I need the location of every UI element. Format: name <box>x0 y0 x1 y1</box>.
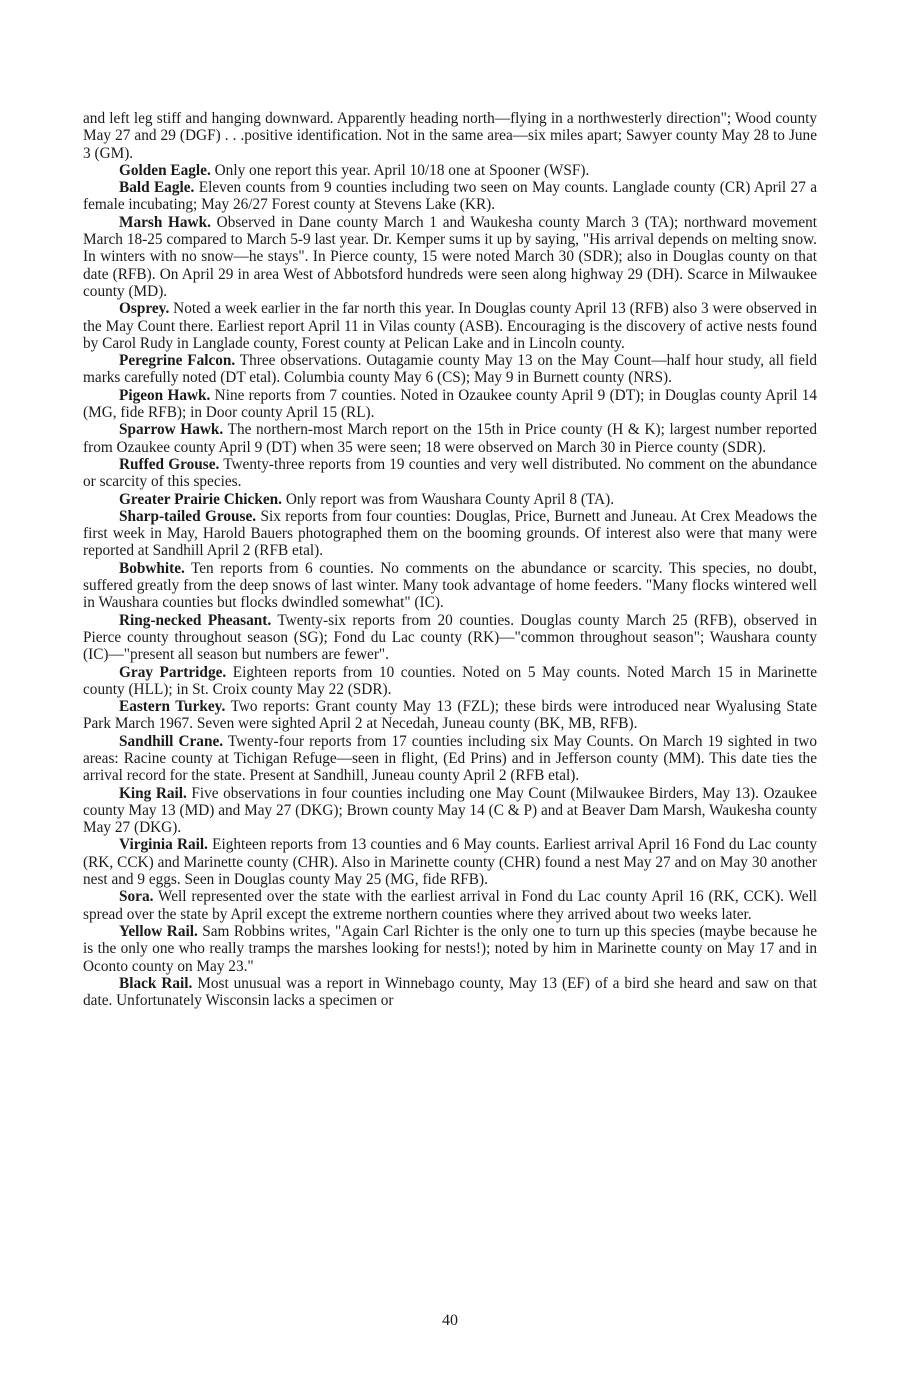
entry-ring-necked-pheasant <box>83 612 817 664</box>
entry-bobwhite <box>83 560 817 612</box>
entry-pigeon-hawk <box>83 387 817 422</box>
species-name: Sora. <box>119 888 154 906</box>
species-name: King Rail. <box>119 784 187 802</box>
species-name: Bald Eagle. <box>119 179 195 197</box>
entry-text: Twenty-three reports from 19 counties and very well distributed. No comment on the abundance or scarcity of this species. <box>83 455 817 491</box>
entry-text: Six reports from four counties: Douglas, Price, Burnett and Juneau. At Crex Meadows the first week in May, Harold Bauers photographed them on the booming grounds. Of interest also were that many were reported at Sandhill April 2 (RFB etal). <box>83 507 817 560</box>
article-body <box>83 110 817 1009</box>
entry-text: Eleven counts from 9 counties including two seen on May counts. Langlade county (CR) April 27 a female incubating; May 26/27 Forest county at Stevens Lake (KR). <box>83 179 817 214</box>
entry-golden-eagle <box>83 162 817 179</box>
entry-text: Only one report this year. April 10/18 one at Spooner (WSF). <box>214 161 590 179</box>
entry-yellow-rail <box>83 923 817 975</box>
entry-text: Five observations in four counties including one May Count (Milwaukee Birders, May 13). Ozaukee county May 13 (MD) and May 27 (DKG); Brown county May 14 (C & P) and at Beaver Dam Marsh, Waukesha county May 27 (DKG). <box>83 784 817 837</box>
species-name: Golden Eagle. <box>119 161 211 179</box>
entry-text: Two reports: Grant county May 13 (FZL); these birds were introduced near Wyalusing State Park March 1967. Seven were sighted April 2 at Necedah, Juneau county (BK, MB, RFB). <box>83 698 817 733</box>
entry-text: Most unusual was a report in Winnebago county, May 13 (EF) of a bird she heard and saw on that date. Unfortunately Wisconsin lacks a specimen or <box>83 974 817 1010</box>
entry-text: Eighteen reports from 10 counties. Noted on 5 May counts. Noted March 15 in Marinette county (HLL); in St. Croix county May 22 (SDR). <box>83 663 818 698</box>
entry-text: Noted a week earlier in the far north this year. In Douglas county April 13 (RFB) also 3 were observed in the May Count there. Earliest report April 11 in Vilas county (ASB). Encouraging is the discovery of active nests found by Carol Rudy in Langlade county, Forest county at Pelican Lake and in Lincoln county. <box>83 300 817 352</box>
entry-king-rail <box>83 785 817 837</box>
species-name: Black Rail. <box>119 974 193 992</box>
entry-greater-prairie-chicken <box>83 491 817 508</box>
species-name: Pigeon Hawk. <box>119 386 211 404</box>
entry-gray-partridge <box>83 664 817 699</box>
entry-text: Three observations. Outagamie county May 13 on the May Count—half hour study, all field marks carefully noted (DT etal). Columbia county May 6 (CS); May 9 in Burnett county (NRS). <box>83 352 817 387</box>
species-name: Ruffed Grouse. <box>119 455 220 473</box>
species-name: Ring-necked Pheasant. <box>119 611 272 629</box>
species-name: Gray Partridge. <box>119 663 227 681</box>
species-name: Sandhill Crane. <box>119 732 224 750</box>
entry-text: The northern-most March report on the 15th in Price county (H & K); largest number reported from Ozaukee county April 9 (DT) when 35 were seen; 18 were observed on March 30 in Pierce county (SDR). <box>83 421 817 456</box>
entry-sora <box>83 888 817 923</box>
species-name: Peregrine Falcon. <box>119 352 236 370</box>
entry-text: Only report was from Waushara County April 8 (TA). <box>285 490 615 508</box>
entry-text: Twenty-four reports from 17 counties including six May Counts. On March 19 sighted in two areas: Racine county at Tichigan Refuge—seen in flight, (Ed Prins) and in Jefferson county (MM). This date ties the arrival record for the state. Present at Sandhill, Juneau county April 2 (RFB etal). <box>83 732 817 785</box>
species-name: Greater Prairie Chicken. <box>119 490 282 508</box>
species-name: Bobwhite. <box>119 559 185 577</box>
entry-osprey <box>83 300 817 352</box>
species-name: Osprey. <box>119 300 170 318</box>
page-number: 40 <box>442 1312 458 1329</box>
species-name: Virginia Rail. <box>119 836 208 854</box>
entry-text: Observed in Dane county March 1 and Waukesha county March 3 (TA); northward movement March 18-25 compared to March 5-9 last year. Dr. Kemper sums it up by saying, "His arrival depends on melting snow. In winters with no snow—he stays". In Pierce county, 15 were noted March 30 (SDR); also in Douglas county on that date (RFB). On April 29 in area West of Abbotsford hundreds were seen along highway 29 (DH). Scarce in Milwaukee county (MD). <box>83 213 818 300</box>
entry-text: Well represented over the state with the earliest arrival in Fond du Lac county April 16 (RK, CCK). Well spread over the state by April except the extreme northern counties where they arrived about two weeks later. <box>83 888 817 923</box>
entry-bald-eagle <box>83 179 817 214</box>
entry-peregrine-falcon <box>83 352 817 387</box>
entry-text: Sam Robbins writes, "Again Carl Richter is the only one to turn up this species (maybe because he is the only one who really tramps the marshes looking for nests!); noted by him in Marinette county on May 17 and in Oconto county on May 23." <box>83 922 817 975</box>
entry-sparrow-hawk <box>83 421 817 456</box>
species-name: Eastern Turkey. <box>119 698 226 716</box>
entry-text: Eighteen reports from 13 counties and 6 May counts. Earliest arrival April 16 Fond du Lac county (RK, CCK) and Marinette county (CHR). Also in Marinette county (CHR) found a nest May 27 and on May 30 another nest and 9 eggs. Seen in Douglas county May 25 (MG, fide RFB). <box>83 836 818 889</box>
entry-eastern-turkey <box>83 698 817 733</box>
entry-black-rail <box>83 975 817 1010</box>
entry-text: Twenty-six reports from 20 counties. Douglas county March 25 (RFB), observed in Pierce county throughout season (SG); Fond du Lac county (RK)—"common throughout season"; Waushara county (IC)—"present all season but numbers are fewer". <box>83 611 817 664</box>
intro-paragraph: and left leg stiff and hanging downward. Apparently heading north—flying in a northwesterly direction"; Wood county May 27 and 29 (DGF) . . .positive identification. Not in the same area—six miles apart; Sawyer county May 28 to June 3 (GM). <box>83 110 817 162</box>
entry-virginia-rail <box>83 836 817 888</box>
entry-sandhill-crane <box>83 733 817 785</box>
entry-text: Ten reports from 6 counties. No comments on the abundance or scarcity. This species, no doubt, suffered greatly from the deep snows of last winter. Many took advantage of home feeders. "Many flocks wintered well in Waushara counties but flocks dwindled somewhat" (IC). <box>83 559 817 612</box>
entry-marsh-hawk <box>83 214 817 300</box>
species-name: Sharp-tailed Grouse. <box>119 507 257 525</box>
entry-ruffed-grouse <box>83 456 817 491</box>
species-name: Marsh Hawk. <box>119 213 211 231</box>
entry-text: Nine reports from 7 counties. Noted in Ozaukee county April 9 (DT); in Douglas county April 14 (MG, fide RFB); in Door county April 15 (RL). <box>83 386 818 422</box>
species-name: Sparrow Hawk. <box>119 421 224 439</box>
species-name: Yellow Rail. <box>119 922 198 940</box>
entry-sharp-tailed-grouse <box>83 508 817 560</box>
